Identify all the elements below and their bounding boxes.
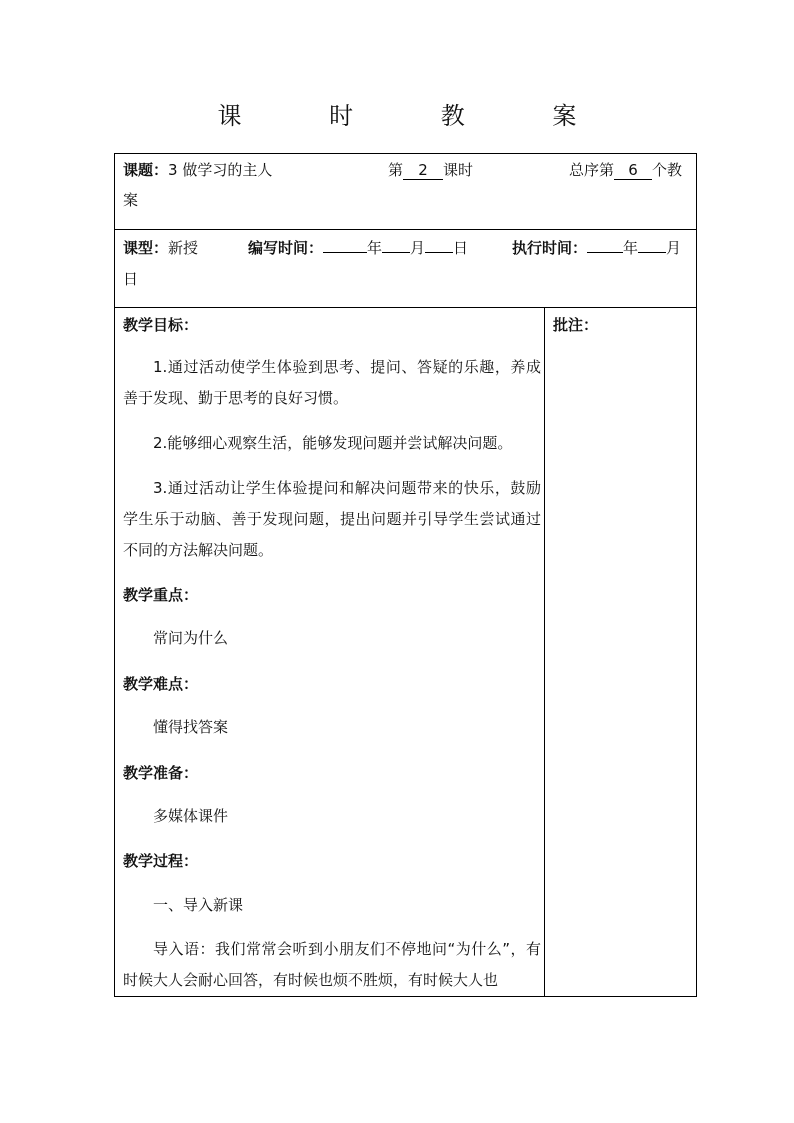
content-cell [115, 308, 545, 996]
page-title: 课 时 教 案 [217, 102, 617, 130]
topic-line [123, 155, 272, 185]
type-line [123, 233, 198, 263]
process-step-1: 一、导入新课 [153, 896, 244, 914]
lesson-plan-table [114, 153, 697, 997]
write-month-unit: 月 [410, 239, 426, 257]
intro-paragraph: 导入语：我们常常会听到小朋友们不停地问“为什么”，有时候大人会耐心回答，有时候也烦不胜烦，有时候大人也 [123, 940, 541, 989]
exec-year-unit: 年 [623, 239, 639, 257]
topic-value: 3 做学习的主人 [168, 161, 273, 179]
write-time-line [248, 233, 468, 263]
annotation-cell [545, 308, 696, 996]
process-label: 教学过程： [123, 852, 199, 870]
exec-month-blank [638, 234, 666, 253]
header-row [115, 154, 696, 230]
prep-value: 多媒体课件 [153, 807, 229, 825]
goals-label: 教学目标： [123, 316, 199, 334]
write-day-unit: 日 [453, 239, 469, 257]
write-day-blank [425, 234, 453, 253]
exec-year-blank [587, 234, 623, 253]
lesson-number: 2 [403, 161, 443, 180]
difficulty-value: 懂得找答案 [153, 718, 229, 736]
exec-time-label: 执行时间： [512, 239, 588, 257]
lesson-prefix: 第 [388, 161, 404, 179]
key-value: 常问为什么 [153, 629, 229, 647]
lesson-suffix: 课时 [443, 161, 474, 179]
prep-label: 教学准备： [123, 764, 199, 782]
type-value: 新授 [168, 239, 199, 257]
write-month-blank [382, 234, 410, 253]
exec-month-unit: 月 [666, 239, 682, 257]
total-suffix: 个教 [652, 161, 683, 179]
total-prefix: 总序第 [569, 161, 615, 179]
lesson-number-line [388, 155, 473, 185]
total-suffix-wrap: 案 [123, 191, 139, 209]
difficulty-label: 教学难点： [123, 675, 199, 693]
goal-1: 1.通过活动使学生体验到思考、提问、答疑的乐趣，养成善于发现、勤于思考的良好习惯。 [123, 358, 541, 407]
annotation-label: 批注： [553, 316, 599, 334]
total-number: 6 [614, 161, 652, 180]
write-time-label: 编写时间： [248, 239, 324, 257]
total-number-line [569, 155, 682, 185]
goal-2: 2.能够细心观察生活，能够发现问题并尝试解决问题。 [153, 434, 513, 452]
meta-row [115, 230, 696, 308]
exec-day-unit: 日 [123, 270, 139, 288]
exec-time-line [512, 233, 681, 263]
key-label: 教学重点： [123, 586, 199, 604]
write-year-blank [323, 234, 367, 253]
goal-3: 3.通过活动让学生体验提问和解决问题带来的快乐，鼓励学生乐于动脑、善于发现问题，提出问题并引导学生尝试通过不同的方法解决问题。 [123, 479, 541, 559]
write-year-unit: 年 [367, 239, 383, 257]
type-label: 课型： [123, 239, 169, 257]
topic-label: 课题： [123, 161, 169, 179]
